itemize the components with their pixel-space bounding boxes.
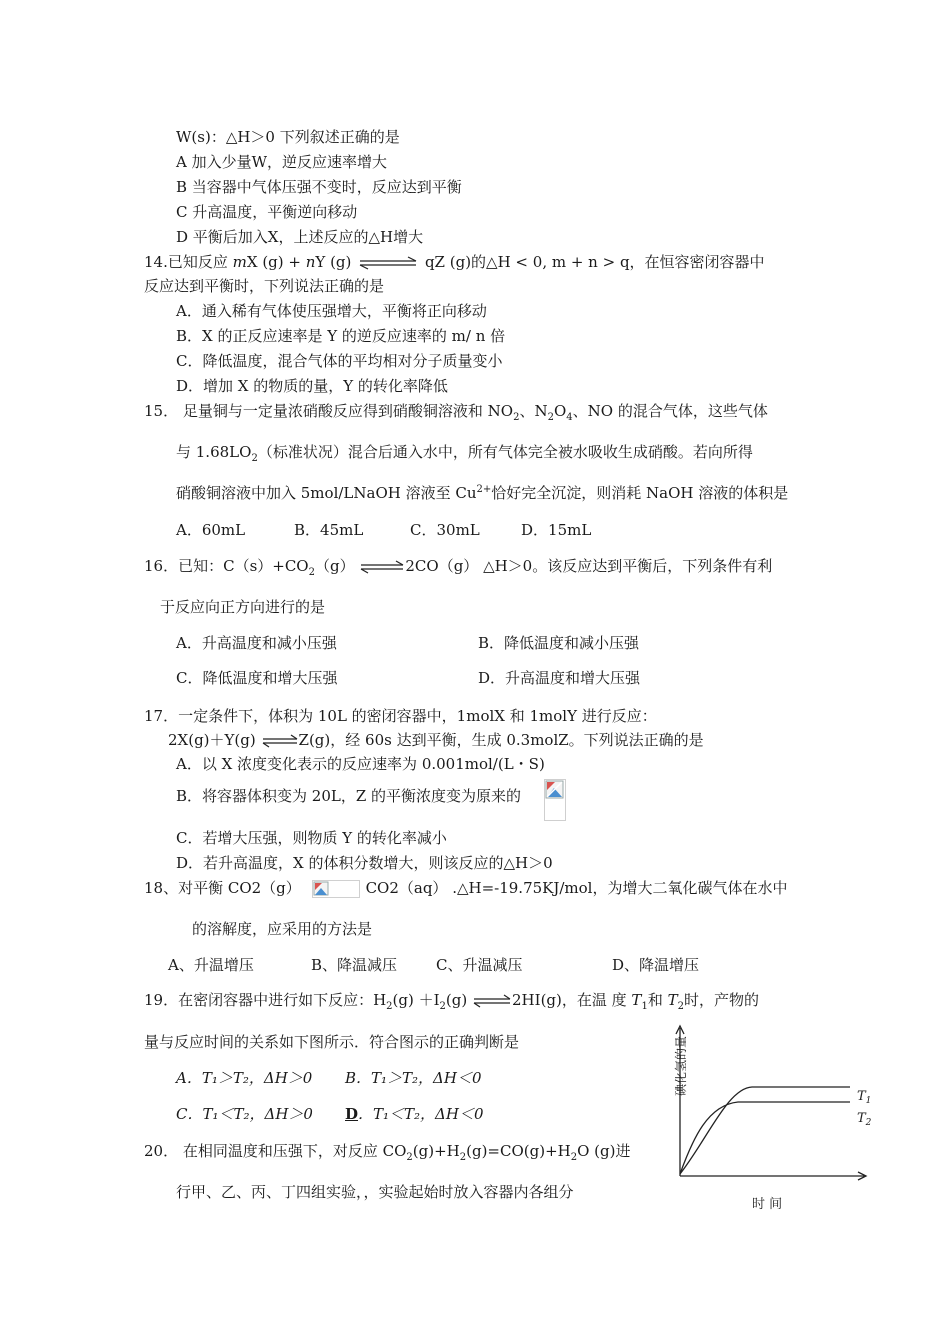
- q19-option-b: B．T₁＞T₂，ΔH＜0: [345, 1069, 482, 1087]
- q17-option-c: C．若增大压强，则物质 Y 的转化率减小: [176, 829, 447, 847]
- subscript: 2: [677, 1001, 684, 1012]
- broken-image-icon: [312, 880, 360, 898]
- q16-text: 2CO（g） △H＞0。该反应达到平衡后，下列条件有利: [405, 557, 773, 575]
- q14-text: Y (g): [315, 253, 352, 271]
- equilibrium-arrow-icon: [359, 560, 405, 574]
- q13-option-a: A 加入少量W，逆反应速率增大: [176, 153, 388, 171]
- q18-line2: 的溶解度，应采用的方法是: [192, 920, 373, 938]
- x-axis-label: 时 间: [752, 1197, 783, 1212]
- q16-text: （g）: [314, 557, 355, 575]
- q18-option-a: A、升温增压: [168, 956, 254, 974]
- q14-line2: 反应达到平衡时，下列说法正确的是: [144, 277, 385, 295]
- subscript: 2: [251, 453, 258, 464]
- q17-option-b: B．将容器体积变为 20L，Z 的平衡浓度变为原来的: [176, 787, 522, 805]
- q19-option-a: A．T₁＞T₂，ΔH＞0: [176, 1069, 313, 1087]
- subscript: 4: [566, 412, 573, 423]
- broken-image-icon: [545, 780, 565, 800]
- subscript: 2: [513, 412, 520, 423]
- q16-option-a: A．升高温度和减小压强: [176, 634, 337, 652]
- q16-option-d: D．升高温度和增大压强: [478, 669, 641, 687]
- q17-option-a: A．以 X 浓度变化表示的反应速率为 0.001mol/(L・S): [176, 755, 545, 773]
- q13-option-b: B 当容器中气体压强不变时，反应达到平衡: [176, 178, 462, 196]
- equilibrium-arrow-icon: [261, 734, 299, 748]
- q14-option-b: B．X 的正反应速率是 Y 的逆反应速率的 m/ n 倍: [176, 327, 506, 345]
- subscript: 2: [459, 1152, 467, 1163]
- q18-option-c: C、升温减压: [436, 956, 523, 974]
- legend-t2: $T_2$: [857, 1111, 872, 1128]
- q18-text: CO2（aq） .△H=-19.75KJ/mol，为增大二氧化碳气体在水中: [365, 879, 788, 897]
- q13-stem: W(s)：△H＞0 下列叙述正确的是: [176, 128, 400, 146]
- q19-text: 时，产物的: [683, 991, 759, 1009]
- subscript: 2: [439, 1001, 446, 1012]
- q19-option-c: C．T₁＜T₂，ΔH＞0: [176, 1105, 313, 1123]
- q19-option-d: [345, 1104, 484, 1124]
- q19-t1: T: [631, 991, 642, 1009]
- q16-line2: 于反应向正方向进行的是: [160, 598, 326, 616]
- q14-option-c: C．降低温度，混合气体的平均相对分子质量变小: [176, 352, 503, 370]
- q15-option-c: C．30mL: [410, 521, 480, 539]
- q16-option-b: B．降低温度和减小压强: [478, 634, 640, 652]
- subscript: 2: [308, 567, 315, 578]
- q20-line2: 行甲、乙、丙、丁四组实验，，实验起始时放入容器内各组分: [176, 1183, 574, 1201]
- q19-option-d-text: ．T₁＜T₂，ΔH＜0: [358, 1105, 484, 1123]
- q20-text: (g)+H: [412, 1142, 460, 1160]
- q17-option-d: D．若升高温度，X 的体积分数增大，则该反应的△H＞0: [176, 854, 553, 872]
- q19-line1: [144, 990, 759, 1010]
- q19-text: (g): [445, 991, 468, 1009]
- broken-image-icon: [544, 779, 566, 821]
- q18-option-b: B、降温减压: [311, 956, 398, 974]
- y-axis-label: 碘化氢的量: [674, 1035, 688, 1096]
- q13-option-c: C 升高温度，平衡逆向移动: [176, 203, 358, 221]
- q15-text: 硝酸铜溶液中加入 5mol/LNaOH 溶液至 Cu: [176, 484, 477, 502]
- q17-text: Z(g)，经 60s 达到平衡，生成 0.3molZ。下列说法正确的是: [298, 731, 704, 749]
- q17-line1: 17．一定条件下，体积为 10L 的密闭容器中，1molX 和 1molY 进行反应：: [144, 707, 657, 725]
- q19-graph: [668, 1018, 888, 1218]
- q14-text: 已知反应: [167, 253, 233, 271]
- q17-text: 2X(g)＋Y(g): [168, 731, 256, 749]
- q14-option-d: D．增加 X 的物质的量，Y 的转化率降低: [176, 377, 448, 395]
- subscript: 2: [406, 1152, 413, 1163]
- q15-text: 与 1.68LO: [176, 443, 252, 461]
- q20-text: 20． 在相同温度和压强下，对反应 CO: [144, 1142, 407, 1160]
- q14-option-a: A．通入稀有气体使压强增大，平衡将正向移动: [176, 302, 487, 320]
- subscript: 2: [570, 1152, 578, 1163]
- q19-text: 19．在密闭容器中进行如下反应：H: [144, 991, 387, 1009]
- q19-text: 和: [647, 991, 668, 1009]
- q15-text: 、N: [519, 402, 548, 420]
- subscript: 1: [641, 1001, 648, 1012]
- q15-text: （标准状况）混合后通入水中，所有气体完全被水吸收生成硝酸。若向所得: [257, 443, 753, 461]
- q19-text: (g) ＋I: [392, 991, 440, 1009]
- equilibrium-arrow-icon: [472, 994, 512, 1008]
- q16-text: 16．已知：C（s）+CO: [144, 557, 309, 575]
- q19-text: 2HI(g)，在温 度: [512, 991, 632, 1009]
- q15-text: O: [553, 402, 567, 420]
- q16-option-c: C．降低温度和增大压强: [176, 669, 338, 687]
- q15-line2: [176, 442, 753, 462]
- q20-text: O (g)进: [577, 1142, 631, 1160]
- subscript: 2: [547, 412, 554, 423]
- superscript: 2+: [476, 484, 492, 495]
- curve-t1: [680, 1087, 850, 1174]
- q15-text: 、NO 的混合气体，这些气体: [572, 402, 768, 420]
- q16-line1: [144, 556, 772, 576]
- legend-t1: $T_1$: [857, 1089, 872, 1106]
- q18-text: 18、对平衡 CO2（g）: [144, 879, 301, 897]
- q15-line1: [144, 401, 768, 421]
- q15-option-d: D．15mL: [521, 521, 592, 539]
- q19-line2: 量与反应时间的关系如下图所示．符合图示的正确判断是: [144, 1033, 520, 1051]
- q15-text: 15． 足量铜与一定量浓硝酸反应得到硝酸铜溶液和 NO: [144, 402, 514, 420]
- q15-line3: [176, 483, 788, 503]
- q17-line2: [168, 730, 704, 750]
- q20-line1: [144, 1141, 630, 1161]
- q18-option-d: D、降温增压: [612, 956, 700, 974]
- q18-line1: [144, 878, 787, 898]
- q14-text: qZ (g)的△H < 0, m + n > q，在恒容密闭容器中: [424, 253, 765, 271]
- q14-text: X (g) +: [246, 253, 306, 271]
- q15-option-b: B．45mL: [294, 521, 364, 539]
- subscript: 2: [386, 1001, 393, 1012]
- q14-coef-m: m: [232, 253, 247, 271]
- q13-option-d: D 平衡后加入X，上述反应的△H增大: [176, 228, 424, 246]
- curve-t2: [680, 1102, 850, 1174]
- q20-text: (g)=CO(g)+H: [466, 1142, 571, 1160]
- q15-option-a: A．60mL: [176, 521, 246, 539]
- q19-answer-letter: D: [345, 1105, 359, 1123]
- q15-text: 恰好完全沉淀，则消耗 NaOH 溶液的体积是: [491, 484, 789, 502]
- q14-stem: [144, 252, 765, 272]
- q19-t2: T: [667, 991, 678, 1009]
- q14-coef-n: n: [305, 253, 316, 271]
- q14-number: 14.: [144, 253, 168, 271]
- equilibrium-arrow-icon: [356, 255, 420, 271]
